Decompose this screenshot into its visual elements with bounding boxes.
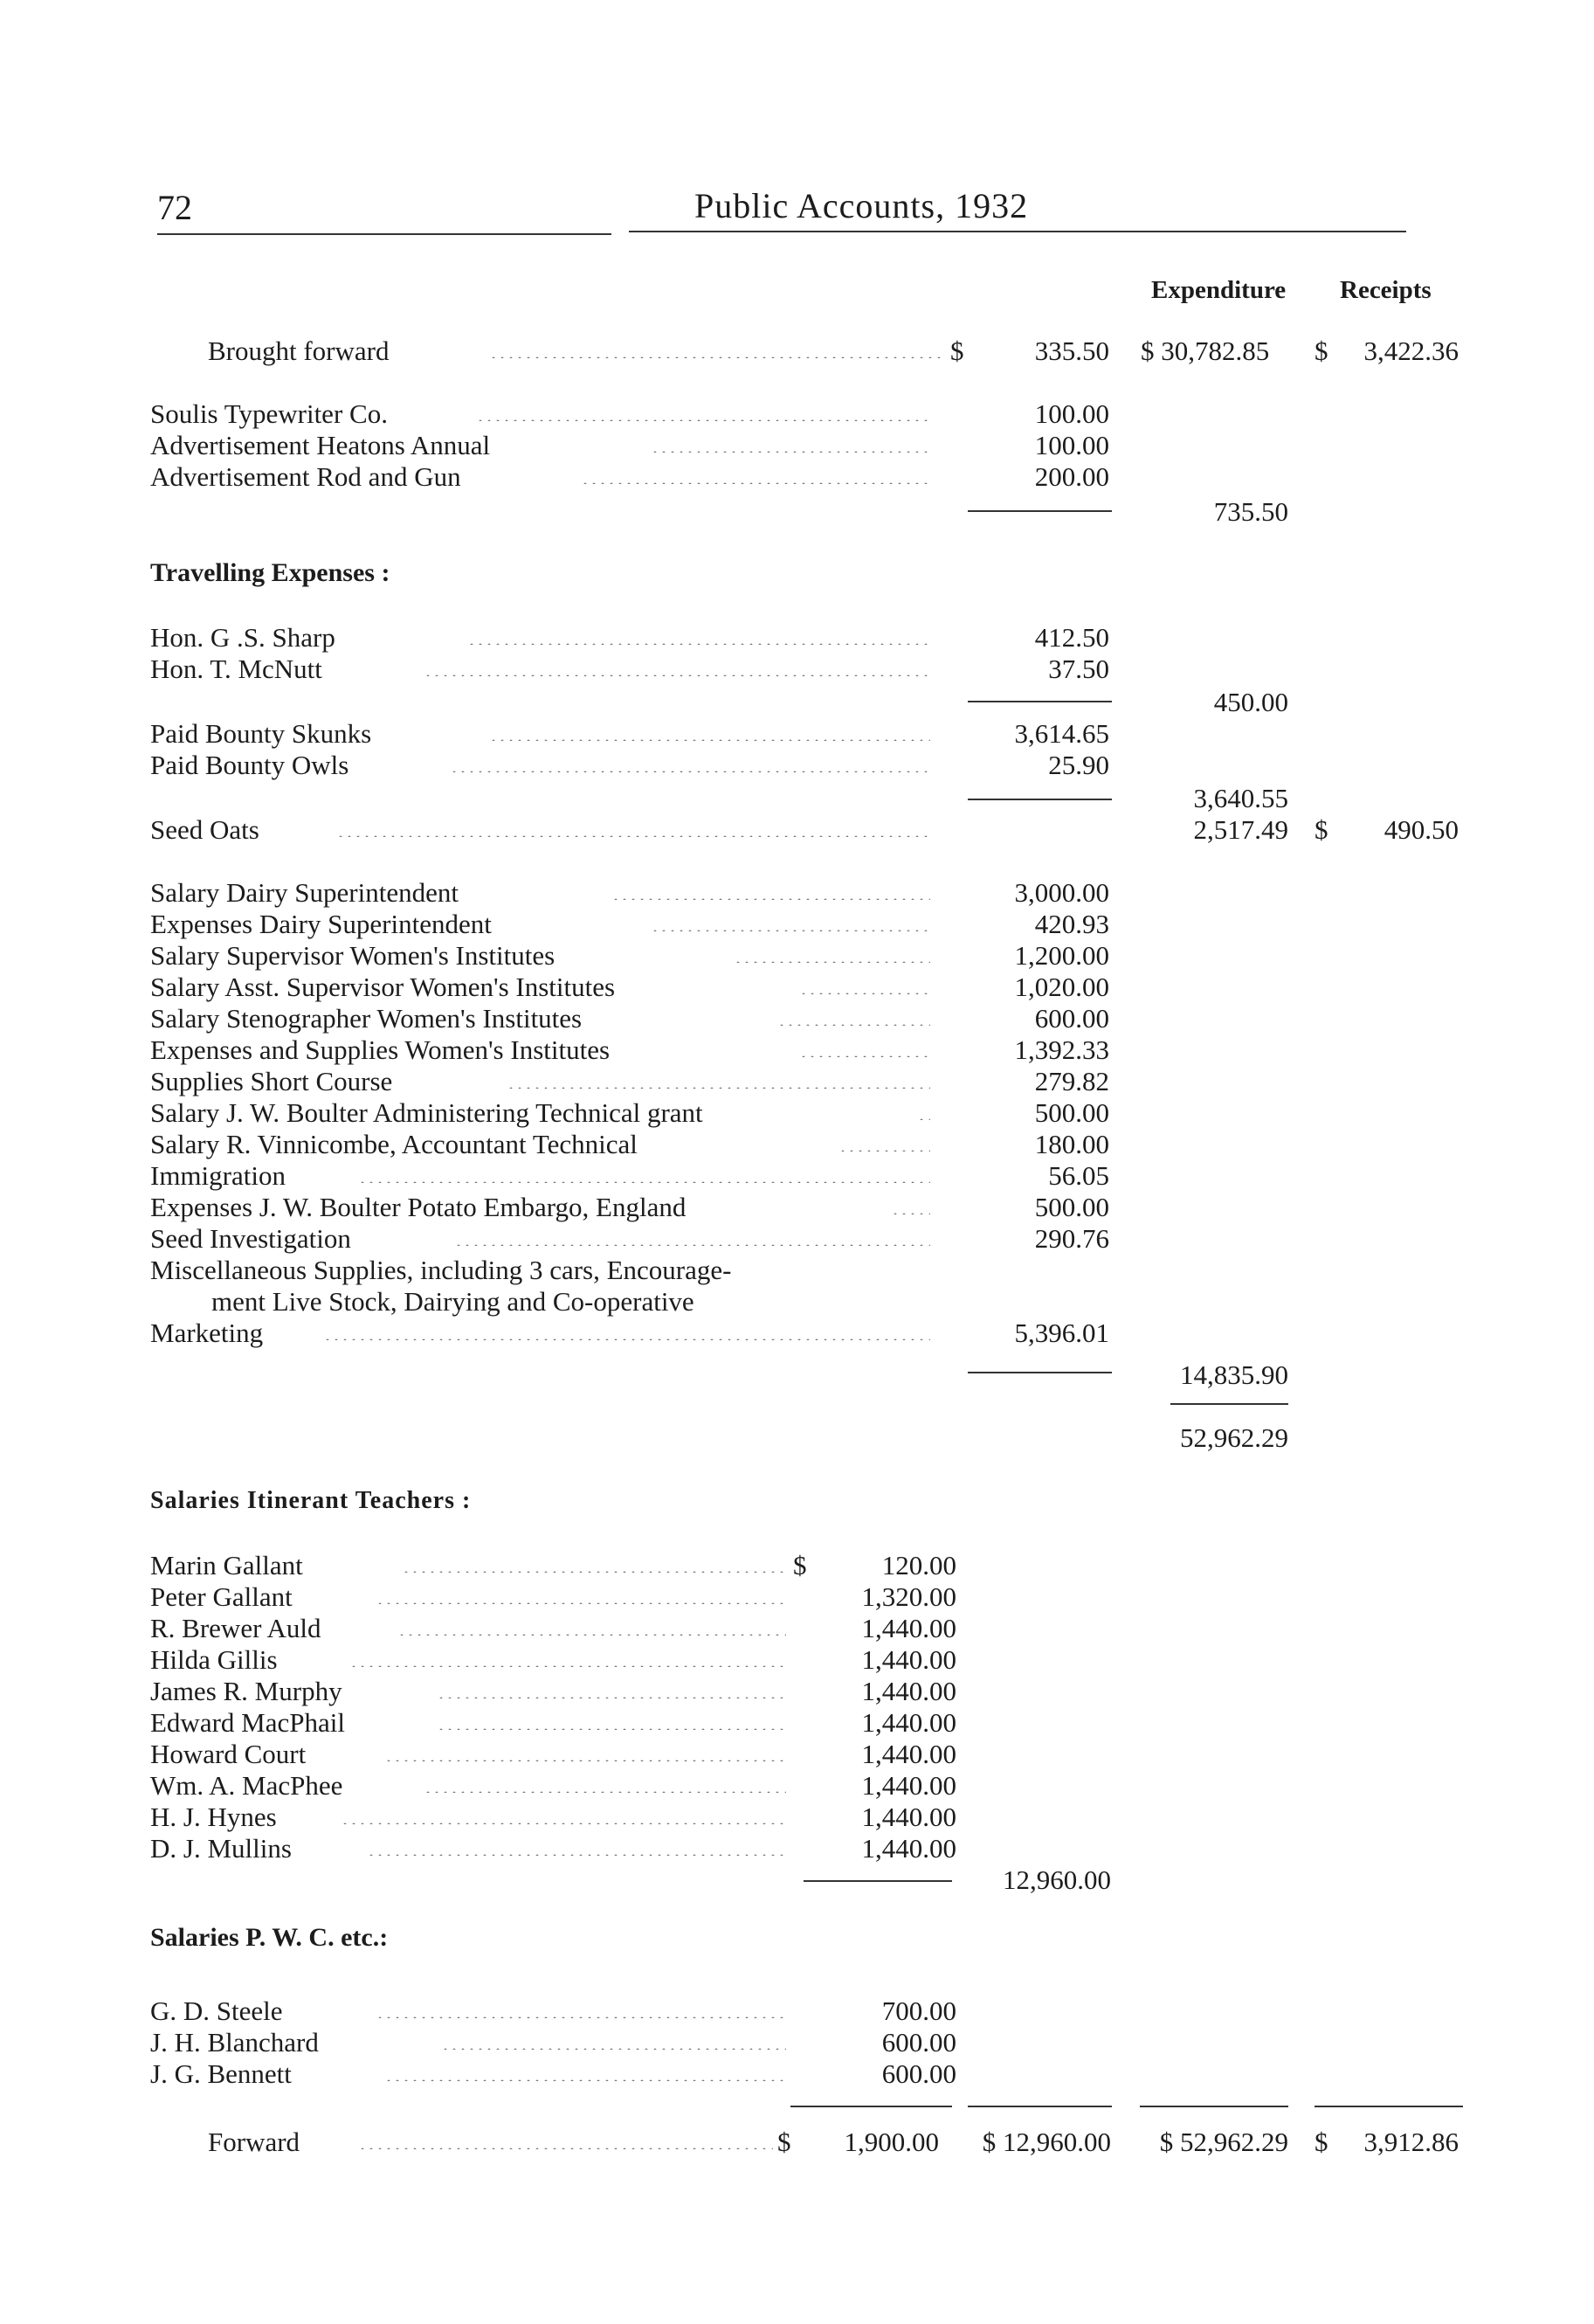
line-item-amount: 290.76 [1034,1223,1109,1254]
line-item-label: Salary Stenographer Women's Institutes [150,1003,583,1034]
expenditure-heading: Expenditure [1151,276,1287,304]
teacher-name: Peter Gallant [150,1581,293,1612]
column-rule [1315,2106,1463,2107]
teacher-salary: 1,440.00 [861,1770,956,1801]
section-heading: Salaries Itinerant Teachers : [150,1487,472,1514]
teacher-name: Wm. A. MacPhee [150,1770,343,1801]
leader-dots [397,1634,786,1636]
line-item-amount: 3,614.65 [1014,718,1109,749]
employee-name: G. D. Steele [150,1995,283,2026]
subtotal: 14,835.90 [1180,1359,1288,1390]
leader-dots [489,739,930,741]
header-rule-left [157,233,611,235]
dollar-sign: $ [1315,2127,1328,2157]
subtotal: 735.50 [1213,496,1288,527]
teacher-name: Hilda Gillis [150,1644,278,1675]
line-item-amount: 37.50 [1048,654,1109,684]
brought-forward-label: Brought forward [208,335,390,366]
forward-column-2: $ 12,960.00 [982,2127,1111,2157]
teacher-salary: 1,440.00 [861,1833,956,1864]
receipts-value: 3,422.36 [1363,335,1459,366]
line-item-amount: 5,396.01 [1014,1318,1109,1348]
teacher-name: D. J. Mullins [150,1833,292,1864]
leader-dots [402,1571,786,1573]
teacher-name: R. Brewer Auld [150,1613,321,1643]
line-item-amount: 279.82 [1034,1066,1109,1096]
employee-salary: 600.00 [881,2027,956,2058]
page-title: Public Accounts, 1932 [694,186,1029,225]
line-item-label: Immigration [150,1160,286,1191]
line-item-amount: 56.05 [1048,1160,1109,1191]
line-item-label: Expenses Dairy Superintendent [150,909,492,939]
subtotal-rule [968,510,1112,512]
total-rule [1170,1403,1288,1405]
leader-dots [891,1213,930,1214]
leader-dots [384,2079,786,2081]
line-item-amount: 100.00 [1034,430,1109,460]
dollar-sign: $ [1315,814,1328,845]
leader-dots [441,2048,786,2050]
subtotal-rule [968,1372,1112,1373]
leader-dots [581,482,930,484]
leader-dots [341,1823,786,1824]
leader-dots [367,1854,786,1856]
section-heading: Travelling Expenses : [150,558,390,587]
leader-dots [651,451,930,453]
subtotal-rule [968,701,1112,702]
expenditure-value: 2,517.49 [1193,814,1288,845]
line-item-label-continued: ment Live Stock, Dairying and Co-operative [211,1286,694,1317]
leader-dots [424,674,930,676]
leader-dots [437,1728,786,1730]
leader-dots [777,1024,930,1026]
line-item-amount: 500.00 [1034,1097,1109,1128]
employee-name: J. H. Blanchard [150,2027,319,2058]
leader-dots [917,1118,930,1120]
leader-dots [611,898,930,900]
line-item-label: Seed Oats [150,814,259,845]
subtotal-rule [804,1880,952,1882]
line-item-label: Salary Supervisor Women's Institutes [150,940,555,971]
header-rule-right [629,231,1406,232]
teacher-salary: 1,440.00 [861,1644,956,1675]
leader-dots [489,356,943,358]
line-item-label: Salary Asst. Supervisor Women's Institutes [150,972,616,1002]
teacher-name: Edward MacPhail [150,1707,345,1738]
leader-dots [336,835,930,837]
leader-dots [349,1665,786,1667]
teacher-salary: 1,320.00 [861,1581,956,1612]
dollar-sign: $ [793,1550,807,1580]
line-item-amount: 420.93 [1034,909,1109,939]
subtotal: 12,960.00 [1003,1864,1111,1895]
leader-dots [384,1760,786,1761]
teacher-name: Howard Court [150,1739,307,1769]
line-item-amount: 100.00 [1034,398,1109,429]
subtotal: 3,640.55 [1193,783,1288,813]
line-item-amount: 1,020.00 [1014,972,1109,1002]
line-item-label: Expenses and Supplies Women's Institutes [150,1034,611,1065]
column-rule [1140,2106,1288,2107]
teacher-salary: 1,440.00 [861,1707,956,1738]
leader-dots [651,930,930,931]
line-item-label: Seed Investigation [150,1223,351,1254]
dollar-sign: $ [1315,335,1328,366]
dollar-sign: $ [950,335,964,366]
leader-dots [376,1602,786,1604]
forward-label: Forward [208,2127,300,2157]
leader-dots [467,643,930,645]
receipts-heading: Receipts [1340,276,1432,304]
teacher-salary: 120.00 [881,1550,956,1580]
line-item-label: Salary J. W. Boulter Administering Technical grant [150,1097,703,1128]
line-item-label: Paid Bounty Owls [150,750,349,780]
receipts-value: 490.50 [1384,814,1459,845]
leader-dots [358,1181,930,1183]
amount: 335.50 [1034,335,1109,366]
line-item-label: Paid Bounty Skunks [150,718,372,749]
leader-dots [799,993,930,994]
leader-dots [799,1055,930,1057]
line-item-label: Supplies Short Course [150,1066,393,1096]
teacher-name: James R. Murphy [150,1676,342,1706]
leader-dots [450,771,930,772]
column-rule [968,2106,1112,2107]
line-item-amount: 180.00 [1034,1129,1109,1159]
leader-dots [454,1244,930,1246]
line-item-label: Advertisement Rod and Gun [150,461,461,492]
teacher-salary: 1,440.00 [861,1802,956,1832]
line-item-label: Hon. G .S. Sharp [150,622,335,653]
leader-dots [507,1087,930,1089]
column-rule [790,2106,952,2107]
line-item-amount: 3,000.00 [1014,877,1109,908]
employee-salary: 700.00 [881,1995,956,2026]
line-item-label-continued: Marketing [150,1318,264,1348]
line-item-label: Miscellaneous Supplies, including 3 cars, Encourage- [150,1255,732,1285]
line-item-amount: 412.50 [1034,622,1109,653]
leader-dots [437,1697,786,1698]
leader-dots [358,2148,773,2149]
line-item-label: Soulis Typewriter Co. [150,398,388,429]
forward-receipts: 3,912.86 [1363,2127,1459,2157]
line-item-label: Salary R. Vinnicombe, Accountant Technical [150,1129,638,1159]
line-item-amount: 500.00 [1034,1192,1109,1222]
forward-column-1: 1,900.00 [844,2127,939,2157]
dollar-sign: $ [777,2127,791,2157]
line-item-amount: 1,392.33 [1014,1034,1109,1065]
employee-name: J. G. Bennett [150,2058,292,2089]
teacher-name: Marin Gallant [150,1550,303,1580]
teacher-salary: 1,440.00 [861,1613,956,1643]
running-total: 52,962.29 [1180,1422,1288,1453]
subtotal-rule [968,799,1112,800]
teacher-salary: 1,440.00 [861,1739,956,1769]
line-item-label: Hon. T. McNutt [150,654,322,684]
leader-dots [476,419,930,421]
leader-dots [838,1150,930,1152]
subtotal: 450.00 [1213,687,1288,717]
section-heading: Salaries P. W. C. etc.: [150,1923,389,1952]
line-item-label: Expenses J. W. Boulter Potato Embargo, England [150,1192,687,1222]
line-item-label: Advertisement Heatons Annual [150,430,491,460]
line-item-amount: 600.00 [1034,1003,1109,1034]
employee-salary: 600.00 [881,2058,956,2089]
line-item-label: Salary Dairy Superintendent [150,877,459,908]
line-item-amount: 25.90 [1048,750,1109,780]
leader-dots [424,1791,786,1793]
leader-dots [323,1338,930,1340]
expenditure-value: $ 30,782.85 [1141,335,1270,366]
teacher-salary: 1,440.00 [861,1676,956,1706]
page-number: 72 [157,188,192,227]
leader-dots [734,961,930,963]
leader-dots [376,2016,786,2018]
forward-expenditure: $ 52,962.29 [1159,2127,1288,2157]
teacher-name: H. J. Hynes [150,1802,277,1832]
line-item-amount: 200.00 [1034,461,1109,492]
line-item-amount: 1,200.00 [1014,940,1109,971]
